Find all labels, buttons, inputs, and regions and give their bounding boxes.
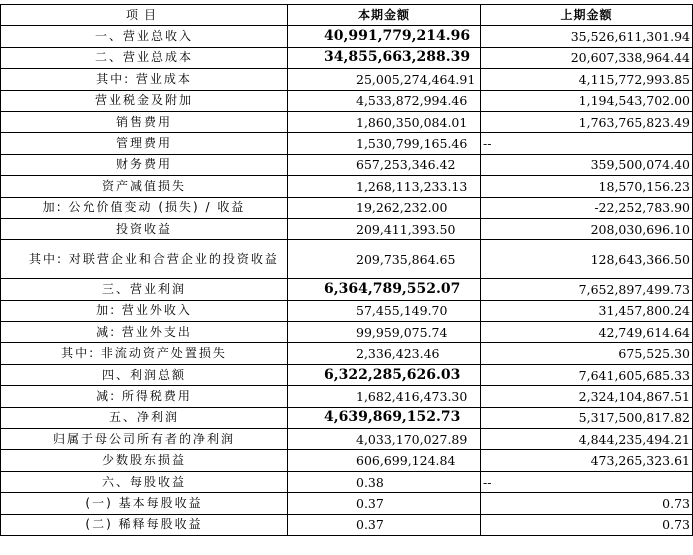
row-label: 二、营业总成本	[1, 47, 288, 68]
current-value: 1,268,113,233.13	[288, 176, 481, 197]
table-row	[1, 450, 693, 471]
row-label: 六、每股收益	[1, 471, 288, 492]
table-row	[1, 300, 693, 321]
income-statement-table	[0, 4, 693, 536]
table-row	[1, 69, 693, 90]
previous-value: 35,526,611,301.94	[481, 26, 693, 47]
row-label: 少数股东损益	[1, 450, 288, 471]
header-row	[1, 5, 693, 26]
header-previous-period: 上期金额	[481, 5, 693, 26]
current-value: 40,991,779,214.96	[288, 26, 481, 47]
table-row	[1, 154, 693, 175]
current-value: 4,033,170,027.89	[288, 429, 481, 450]
table-row	[1, 111, 693, 132]
previous-value: 359,500,074.40	[481, 154, 693, 175]
previous-value: 1,763,765,823.49	[481, 111, 693, 132]
row-label: 财务费用	[1, 154, 288, 175]
table-row	[1, 90, 693, 111]
table-row	[1, 218, 693, 239]
table-row	[1, 471, 693, 492]
previous-value: 2,324,104,867.51	[481, 386, 693, 407]
current-value: 1,682,416,473.30	[288, 386, 481, 407]
previous-value: 7,652,897,499.73	[481, 279, 693, 300]
row-label: 其中: 非流动资产处置损失	[1, 343, 288, 364]
header-item: 项目	[1, 5, 288, 26]
row-label: 五、净利润	[1, 407, 288, 428]
previous-value: 7,641,605,685.33	[481, 364, 693, 385]
table-row	[1, 407, 693, 428]
previous-value: 473,265,323.61	[481, 450, 693, 471]
table-row	[1, 343, 693, 364]
current-value: 209,735,864.65	[288, 240, 481, 279]
row-label: 四、利润总额	[1, 364, 288, 385]
previous-value: --	[481, 133, 693, 154]
current-value: 1,530,799,165.46	[288, 133, 481, 154]
row-label: 投资收益	[1, 218, 288, 239]
row-label: 销售费用	[1, 111, 288, 132]
row-label: 一、营业总收入	[1, 26, 288, 47]
table-row	[1, 429, 693, 450]
row-label: 营业税金及附加	[1, 90, 288, 111]
previous-value: --	[481, 471, 693, 492]
current-value: 99,959,075.74	[288, 322, 481, 343]
current-value: 606,699,124.84	[288, 450, 481, 471]
previous-value: 20,607,338,964.44	[481, 47, 693, 68]
table-row	[1, 26, 693, 47]
row-label: (二) 稀释每股收益	[1, 514, 288, 535]
current-value: 6,364,789,552.07	[288, 279, 481, 300]
row-label: 加: 公允价值变动 (损失) / 收益	[1, 197, 288, 218]
previous-value: 208,030,696.10	[481, 218, 693, 239]
previous-value: 0.73	[481, 514, 693, 535]
current-value: 0.38	[288, 471, 481, 492]
current-value: 4,533,872,994.46	[288, 90, 481, 111]
table-row	[1, 364, 693, 385]
current-value: 19,262,232.00	[288, 197, 481, 218]
header-current-period: 本期金额	[288, 5, 481, 26]
previous-value: 128,643,366.50	[481, 240, 693, 279]
row-label: 管理费用	[1, 133, 288, 154]
row-label: 其中: 对联营企业和合营企业的投资收益	[1, 240, 288, 279]
previous-value: 1,194,543,702.00	[481, 90, 693, 111]
row-label: 三、营业利润	[1, 279, 288, 300]
row-label: (一) 基本每股收益	[1, 493, 288, 514]
table-row	[1, 493, 693, 514]
current-value: 34,855,663,288.39	[288, 47, 481, 68]
current-value: 209,411,393.50	[288, 218, 481, 239]
table-row	[1, 240, 693, 279]
current-value: 1,860,350,084.01	[288, 111, 481, 132]
current-value: 0.37	[288, 493, 481, 514]
row-label: 其中: 营业成本	[1, 69, 288, 90]
current-value: 25,005,274,464.91	[288, 69, 481, 90]
table-row	[1, 514, 693, 535]
current-value: 4,639,869,152.73	[288, 407, 481, 428]
row-label: 资产减值损失	[1, 176, 288, 197]
previous-value: 4,844,235,494.21	[481, 429, 693, 450]
previous-value: 5,317,500,817.82	[481, 407, 693, 428]
table-row	[1, 197, 693, 218]
table-row	[1, 133, 693, 154]
current-value: 57,455,149.70	[288, 300, 481, 321]
previous-value: 31,457,800.24	[481, 300, 693, 321]
row-label: 归属于母公司所有者的净利润	[1, 429, 288, 450]
previous-value: 18,570,156.23	[481, 176, 693, 197]
table-row	[1, 322, 693, 343]
current-value: 657,253,346.42	[288, 154, 481, 175]
current-value: 0.37	[288, 514, 481, 535]
table-row	[1, 386, 693, 407]
previous-value: 675,525.30	[481, 343, 693, 364]
row-label: 加: 营业外收入	[1, 300, 288, 321]
table-row	[1, 47, 693, 68]
previous-value: -22,252,783.90	[481, 197, 693, 218]
current-value: 2,336,423.46	[288, 343, 481, 364]
previous-value: 0.73	[481, 493, 693, 514]
row-label: 减: 营业外支出	[1, 322, 288, 343]
previous-value: 4,115,772,993.85	[481, 69, 693, 90]
table-row	[1, 279, 693, 300]
previous-value: 42,749,614.64	[481, 322, 693, 343]
table-row	[1, 176, 693, 197]
current-value: 6,322,285,626.03	[288, 364, 481, 385]
row-label: 减: 所得税费用	[1, 386, 288, 407]
